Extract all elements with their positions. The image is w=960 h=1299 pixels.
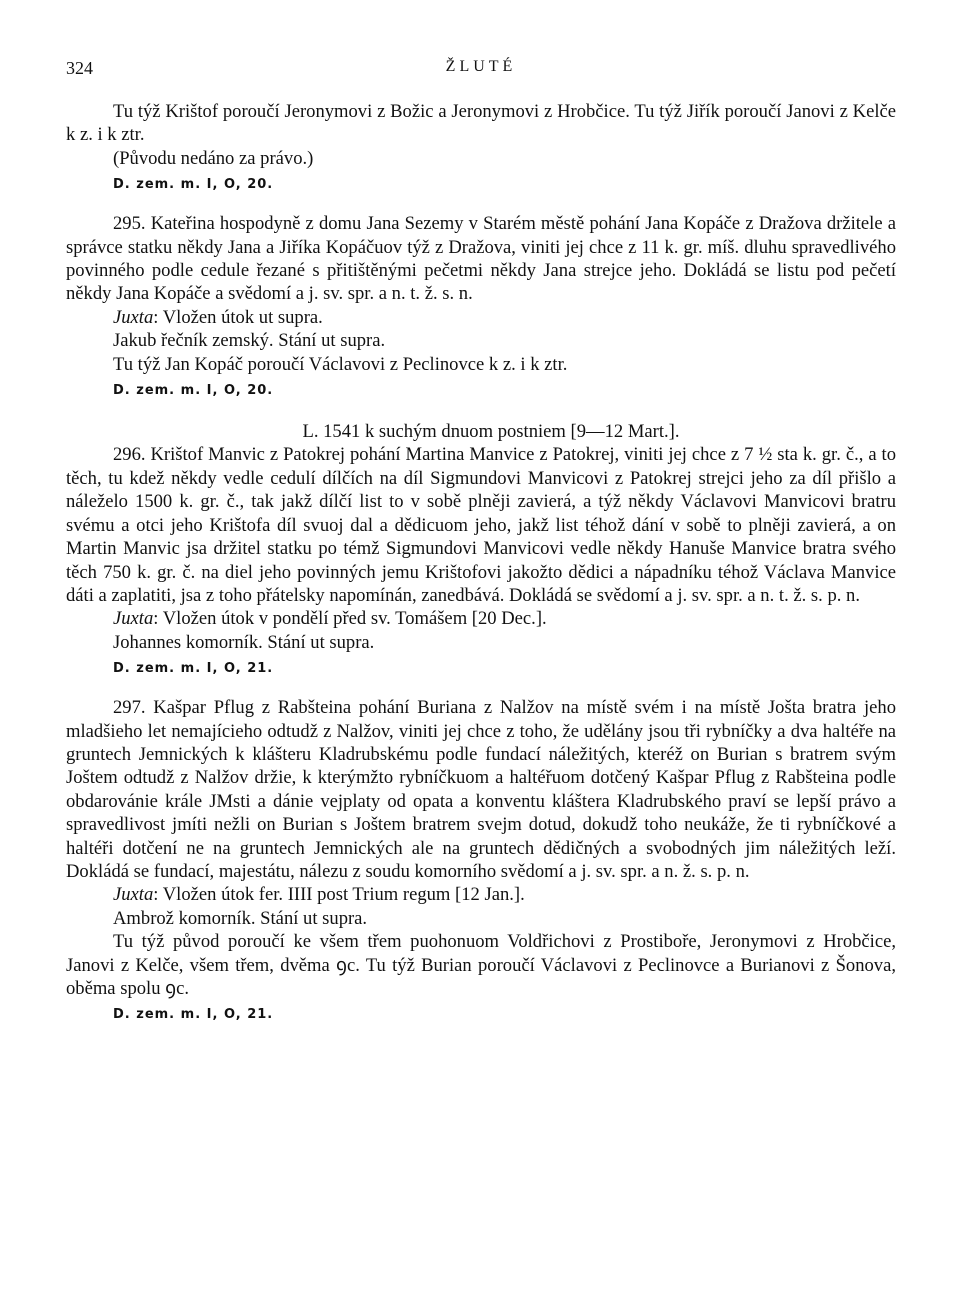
intro-note: (Původu nedáno za právo.) [113, 147, 314, 169]
source-citation: D. zem. m. I, O, 20. [113, 383, 274, 399]
page-number: 324 [66, 58, 93, 78]
juxta-text: : Vložen útok ut supra. [153, 306, 323, 328]
entry-296-juxta [66, 607, 896, 630]
page-header [66, 58, 896, 88]
intro-paragraph: Tu týž Krištof poroučí Jeronymovi z Božic a Jeronymovi z Hrobčice. Tu týž Jiřík poroučí Janovi z Kelče k z. i k ztr. [66, 101, 896, 146]
entry-297-line: Tu týž původ poroučí ke všem třem puohonuom Voldřichovi z Prostiboře, Jeronymovi z Hrobčice, Janovi z Kelče, všem třem, dvěma ꝯc. Tu týž Burian poroučí Václavovi z Peclinovce a Burianovi z Šonova, oběma spolu ꝯc. [66, 931, 896, 999]
juxta-text: : Vložen útok fer. IIII post Trium regum [12 Jan.]. [153, 884, 525, 906]
source-citation: D. zem. m. I, O, 20. [113, 177, 274, 193]
juxta-label: Juxta [113, 608, 154, 630]
entry-297-juxta [66, 883, 896, 906]
entry-295-line: Tu týž Jan Kopáč poroučí Václavovi z Peclinovce k z. i k ztr. [113, 353, 568, 375]
entry-297-line: Ambrož komorník. Stání ut supra. [113, 907, 368, 929]
page [66, 58, 896, 1023]
entry-295-juxta [66, 306, 896, 329]
juxta-label: Juxta [113, 884, 154, 906]
juxta-text: : Vložen útok v pondělí před sv. Tomášem [20 Dec.]. [153, 608, 547, 630]
entry-295: 295. Kateřina hospodyně z domu Jana Sezemy v Starém městě pohání Jana Kopáče z Dražova držitele a správce statku někdy Jana a Jiříka Kopáčuov týž z Dražova, viniti jej chce z 11 k. gr. míš. dluhu spravedlivého povinného podle cedule řezané s přitištěnými pečetmi někdy Jana strejce jeho. Dokládá se listu pod pečetí někdy Jana Kopáče a svědomí a j. sv. spr. a n. t. ž. s. n. [66, 213, 896, 305]
source-citation: D. zem. m. I, O, 21. [113, 1007, 274, 1023]
juxta-label: Juxta [113, 306, 154, 328]
entry-295-line: Jakub řečník zemský. Stání ut supra. [113, 330, 386, 352]
page-body [66, 100, 896, 1042]
entry-296: 296. Krištof Manvic z Patokrej pohání Martina Manvice z Patokrej, viniti jej chce z 7 ½ sta k. gr. č., a to těch, tu kdež někdy vedle cedulí dílčích na díl Sigmundovi Manvicovi z Patokrej strejci jeho za díl přišlo a náleželo 1500 k. gr. č., tak jakž dílčí list to v sobě plněji zavierá, a týž někdy Václavovi Manvicovi bratru svému a otci jeho Krištofa díl svuoj dal a dědicuom jeho, jakž list téhož dání v sobě to plněji zavierá, a on Martin Manvic jsa držitel statku po témž Sigmundovi Manvicovi vedle někdy Hanuše Manvice bratra svého těch 750 k. gr. č. na diel jeho povinných jemu Krištofovi jakožto dědici a nápadníku téhož Václava Manvice dáti a zaplatiti, jsa z toho přátelsky napomínán, zanedbává. Dokládá se svědomí a j. sv. spr. a n. t. ž. s. p. n. [66, 444, 896, 606]
running-title: ŽLUTÉ [445, 58, 517, 75]
section-heading: L. 1541 k suchým dnuom postniem [9—12 Mart.]. [302, 421, 680, 443]
source-citation: D. zem. m. I, O, 21. [113, 661, 274, 677]
entry-296-line: Johannes komorník. Stání ut supra. [113, 631, 375, 653]
entry-297: 297. Kašpar Pflug z Rabšteina pohání Buriana z Nalžov na místě svém i na místě Jošta bratra jeho mladšieho let nemajícieho odtudž z Nalžov, viniti jej chce z toho, že udělány jsou tři rybníčky a dva haltéře na gruntech Jemnických k klášteru Kladrubskému podle fundací náležitých, kteréž on Burian s bratrem svým Joštem odtudž z Nalžov držie, k kterýmžto rybníčkuom a haltéřuom dotčený Kašpar Pflug z Rabšteina podle obdarovánie krále JMsti a dánie vejplaty od opata a konventu kláštera Kladrubského praví se lepší právo a spravedlivost jmíti nežli on Burian s Joštem bratrem svejm dotud, dokudž toho neukáže, že ti rybníčkové a haltéři dotčení ne na gruntech Jemnických ale na gruntech dědičných a svobodných jim náležitých leží. Dokládá se fundací, majestátu, nálezu z soudu komorního svědomí a j. sv. spr. a n. ž. s. p. n. [66, 697, 896, 882]
